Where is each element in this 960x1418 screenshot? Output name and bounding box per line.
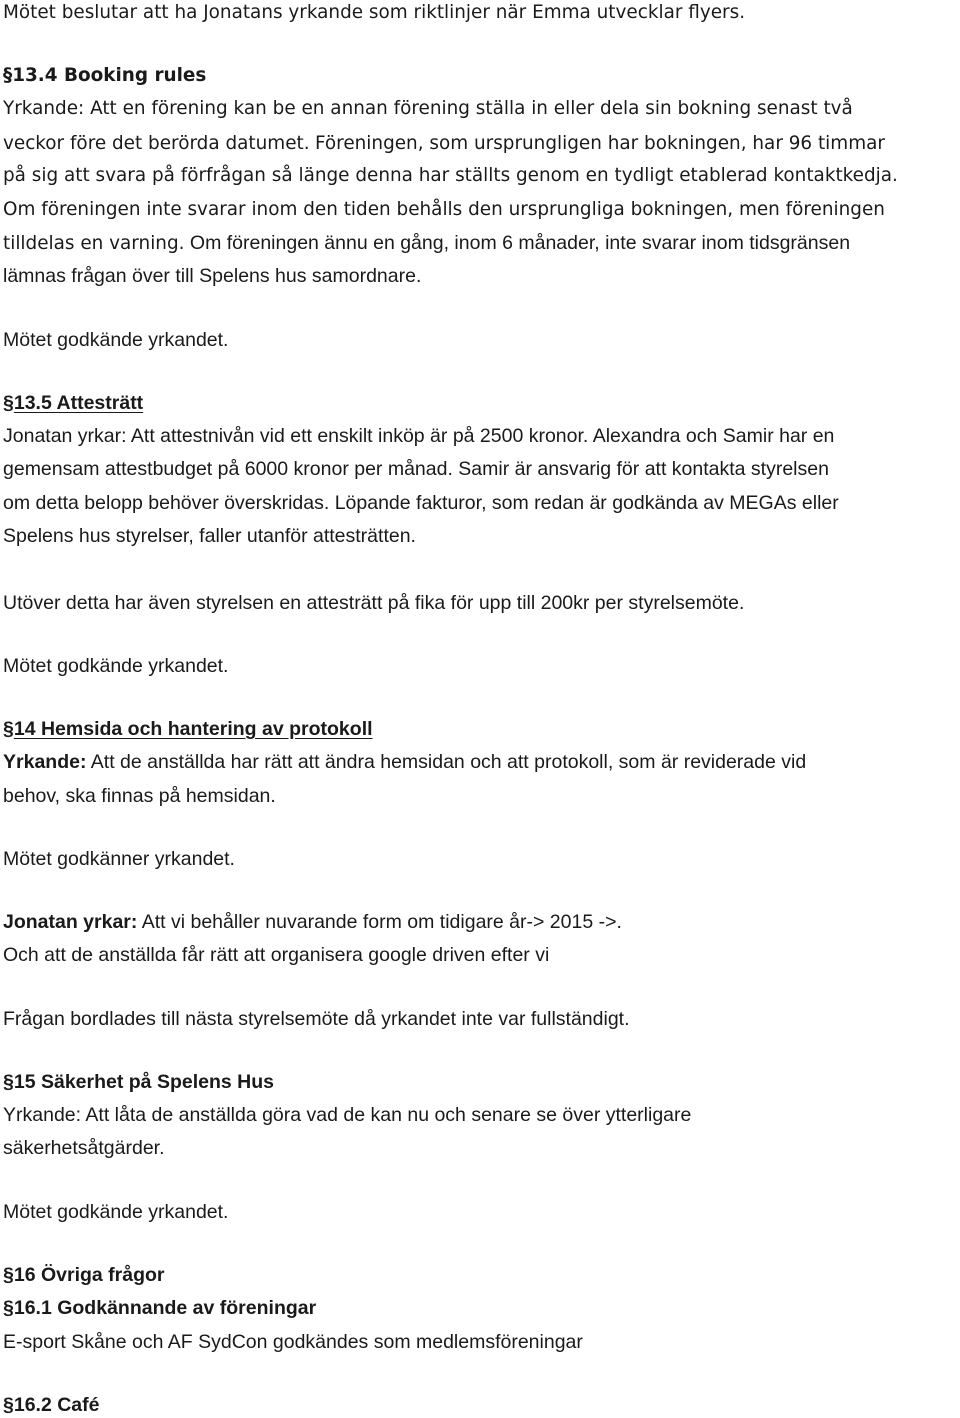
decision-flyers-text: Mötet beslutar att ha Jonatans yrkande som riktlinjer när Emma utvecklar flyers. [3,2,746,23]
website-motion-text-2: behov, ska finnas på hemsidan. [3,785,276,807]
section-15-heading: §15 Säkerhet på Spelens Hus [3,1071,274,1093]
website-motion-text-1: Yrkande: Att de anställda har rätt att ändra hemsidan och att protokoll, som är reviderade vid [3,751,807,773]
jonatan-motion-text-1: Jonatan yrkar: Att vi behåller nuvarande form om tidigare år-> 2015 ->. [3,911,622,933]
attest-text-3: om detta belopp behöver överskridas. Löpande fakturor, som redan är godkända av MEGAs eller [3,492,839,514]
attest-text-2: gemensam attestbudget på 6000 kronor per månad. Samir är ansvarig för att kontakta styrelsen [3,458,829,480]
decision-attest-text: Mötet godkände yrkandet. [3,655,229,677]
attest-fika-text: Utöver detta har även styrelsen en attesträtt på fika för upp till 200kr per styrelsemöte. [3,592,745,614]
associations-approved-text: E-sport Skåne och AF SydCon godkändes som medlemsföreningar [3,1331,583,1353]
section-16-2-heading: §16.2 Café [3,1394,100,1416]
decision-website-text: Mötet godkänner yrkandet. [3,848,235,870]
security-motion-text-2: säkerhetsåtgärder. [3,1137,165,1159]
booking-rules-text-1: Yrkande: Att en förening kan be en annan förening ställa in eller dela sin bokning senast två [3,98,853,119]
attest-text-4: Spelens hus styrelser, faller utanför attesträtten. [3,525,416,547]
section-16-1-heading: §16.1 Godkännande av föreningar [3,1297,317,1319]
decision-tabled-text: Frågan bordlades till nästa styrelsemöte då yrkandet inte var fullständigt. [3,1008,630,1030]
security-motion-text-1: Yrkande: Att låta de anställda göra vad de kan nu och senare se över ytterligare [3,1104,692,1126]
booking-rules-text-6: lämnas frågan över till Spelens hus samordnare. [3,265,422,287]
jonatan-motion-text-2: Och att de anställda får rätt att organisera google driven efter vi [3,944,550,966]
decision-booking-text: Mötet godkände yrkandet. [3,329,229,351]
booking-rules-text-3: på sig att svara på förfrågan så länge denna har ställts genom en tydligt etablerad kontaktkedja. [3,165,898,186]
section-16-heading: §16 Övriga frågor [3,1264,165,1286]
booking-rules-text-5: tilldelas en varning. Om föreningen ännu en gång, inom 6 månader, inte svarar inom tidsgränsen [3,232,851,254]
section-13-5-heading: §13.5 Attesträtt [3,392,144,414]
booking-rules-text-4: Om föreningen inte svarar inom den tiden behålls den ursprungliga bokningen, men föreningen [3,199,885,220]
booking-rules-text-2: veckor före det berörda datumet. Föreningen, som ursprungligen har bokningen, har 96 timmar [3,133,885,154]
attest-text-1: Jonatan yrkar: Att attestnivån vid ett enskilt inköp är på 2500 kronor. Alexandra och Samir har en [3,425,835,447]
decision-security-text: Mötet godkände yrkandet. [3,1201,229,1223]
section-14-heading: §14 Hemsida och hantering av protokoll [3,718,373,740]
section-13-4-heading: §13.4 Booking rules [3,65,207,86]
